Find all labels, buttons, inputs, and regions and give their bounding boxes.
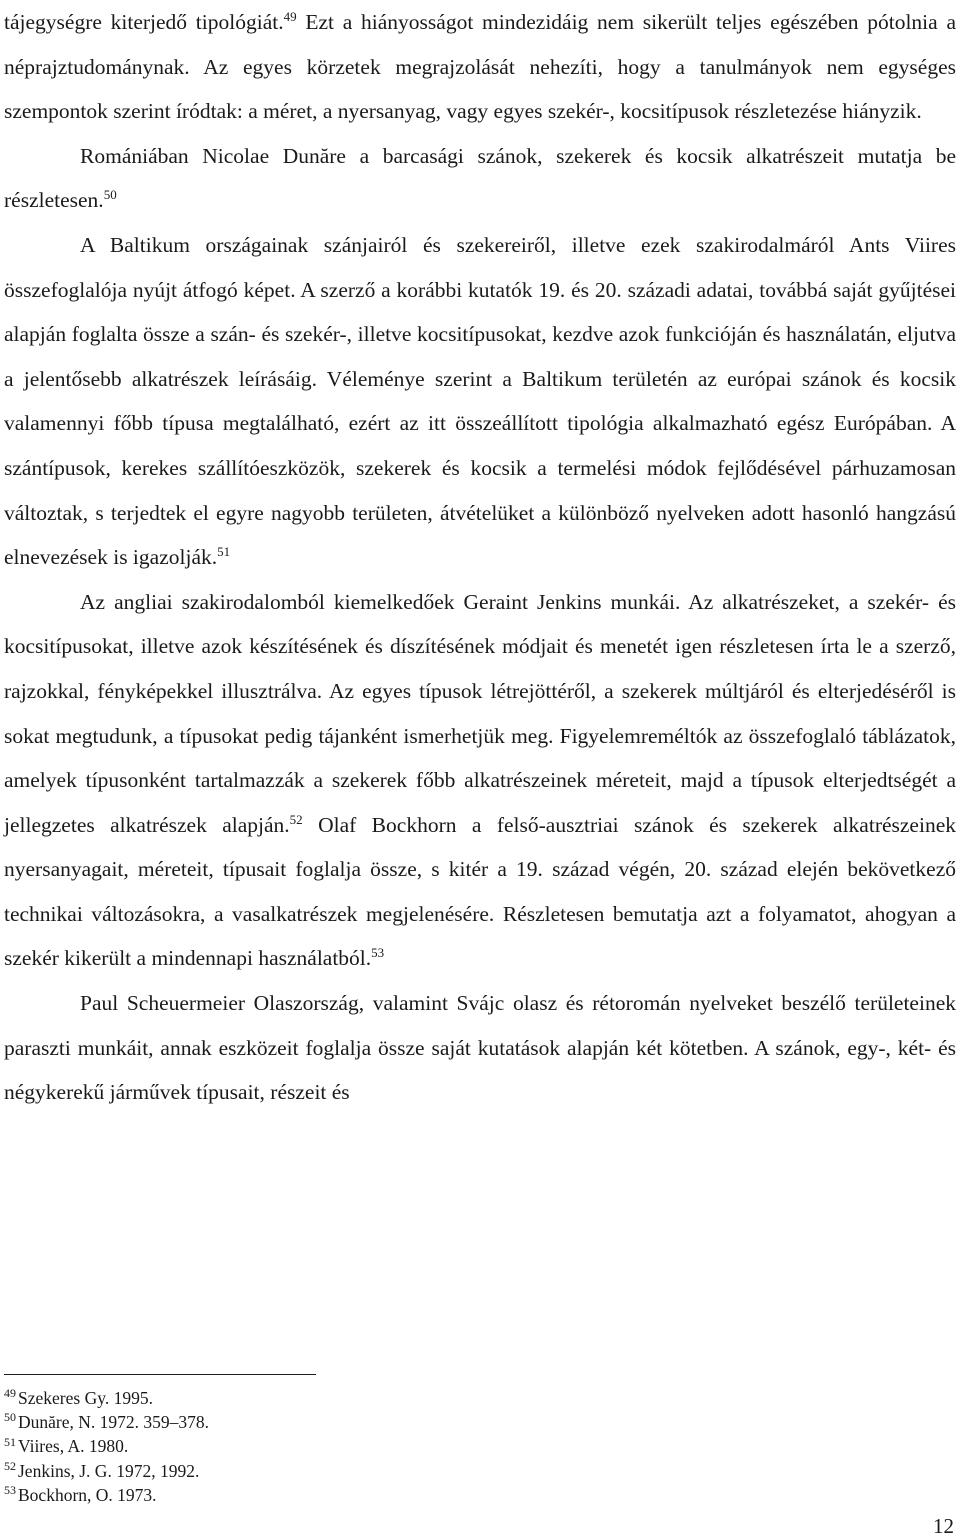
paragraph-text: Olaf Bockhorn a felső-ausztriai szánok és szekerek alkatrészeinek nyersanyagait, méreteit, típusait foglalja össze, s kitér a 19. század végén, 20. század elején bekövetkező technikai változásokra, a vasalkatrészek megjelenésére. Részletesen bemutatja azt a folyamatot, ahogyan a szekér kikerült a mindennapi használatból. bbox=[4, 812, 956, 971]
footnote-number: 53 bbox=[4, 1482, 16, 1497]
footnote bbox=[4, 1459, 209, 1483]
footnote-number: 51 bbox=[4, 1434, 16, 1449]
paragraph bbox=[4, 134, 956, 223]
footnote-text: Dunăre, N. 1972. 359–378. bbox=[18, 1412, 210, 1433]
footnote-reference: 51 bbox=[217, 543, 231, 559]
footnote-number: 52 bbox=[4, 1458, 16, 1473]
paragraph bbox=[4, 981, 956, 1115]
footnote-text: Viires, A. 1980. bbox=[18, 1436, 129, 1457]
paragraph-text: tájegységre kiterjedő tipológiát. bbox=[4, 10, 284, 34]
footnote bbox=[4, 1410, 209, 1434]
paragraph-text: Az angliai szakirodalomból kiemelkedőek Geraint Jenkins munkái. Az alkatrészeket, a szekér- és kocsitípusokat, illetve azok készítésének és díszítésének módjait és menetét igen részletesen írta le a szerző, rajzokkal, fényképekkel illusztrálva. Az egyes típusok létrejöttéről, a szekerek múltjáról és elterjedéséről is sokat megtudunk, a típusokat pedig tájanként ismerhetjük meg. Figyelemreméltók az összefoglaló táblázatok, amelyek típusonként tartalmazzák a szekerek főbb alkatrészeinek méreteit, majd a típusok elterjedtségét a jellegzetes alkatrészek alapján. bbox=[4, 589, 956, 837]
footnote-reference: 53 bbox=[371, 945, 385, 961]
footnote-reference: 52 bbox=[289, 811, 303, 827]
paragraph bbox=[4, 0, 956, 134]
footnote-separator bbox=[4, 1374, 316, 1375]
paragraph bbox=[4, 580, 956, 981]
footnotes bbox=[4, 1386, 209, 1507]
page-number: 12 bbox=[933, 1514, 954, 1538]
paragraph-text: Paul Scheuermeier Olaszország, valamint Svájc olasz és rétoromán nyelveket beszélő területeinek paraszti munkáit, annak eszközeit foglalja össze saját kutatások alapján két kötetben. A szánok, egy-, két- és négykerekű járművek típusait, részeit és bbox=[4, 991, 956, 1105]
paragraph-text: Ezt a hiányosságot mindezidáig nem sikerült teljes egészében pótolnia a néprajztudománynak. Az egyes körzetek megrajzolását nehezíti, hogy a tanulmányok nem egységes szempontok szerint íródtak: a méret, a nyersanyag, vagy egyes szekér-, kocsitípusok részletezése hiányzik. bbox=[4, 10, 956, 124]
footnote-text: Szekeres Gy. 1995. bbox=[18, 1388, 153, 1408]
footnote-number: 49 bbox=[4, 1386, 16, 1401]
footnote-reference: 49 bbox=[283, 8, 297, 24]
paragraph-text: Romániában Nicolae Dunăre a barcasági szánok, szekerek és kocsik alkatrészeit mutatja be részletesen. bbox=[4, 143, 956, 213]
paragraph bbox=[4, 223, 956, 580]
footnote bbox=[4, 1386, 209, 1410]
footnote-text: Jenkins, J. G. 1972, 1992. bbox=[18, 1460, 200, 1481]
footnote-text: Bockhorn, O. 1973. bbox=[18, 1484, 157, 1505]
footnote-reference: 50 bbox=[103, 187, 117, 203]
footnote bbox=[4, 1434, 209, 1458]
body-text bbox=[4, 0, 956, 1115]
footnote bbox=[4, 1483, 209, 1507]
footnote-number: 50 bbox=[4, 1410, 16, 1425]
paragraph-text: A Baltikum országainak szánjairól és szekereiről, illetve ezek szakirodalmáról Ants Viires összefoglalója nyújt átfogó képet. A szerző a korábbi kutatók 19. és 20. századi adatai, továbbá saját gyűjtései alapján foglalta össze a szán- és szekér-, illetve kocsitípusokat, kezdve azok funkcióján és használatán, eljutva a jelentősebb alkatrészek leírásáig. Véleménye szerint a Baltikum területén az európai szánok és kocsik valamennyi főbb típusa megtalálható, ezért az itt összeállított tipológia alkalmazható egész Európában. A szántípusok, kerekes szállítóeszközök, szekerek és kocsik a termelési módok fejlődésével párhuzamosan változtak, s terjedtek el egyre nagyobb területen, átvételüket a különböző nyelveken adott hasonló hangzású elnevezések is igazolják. bbox=[4, 232, 956, 570]
